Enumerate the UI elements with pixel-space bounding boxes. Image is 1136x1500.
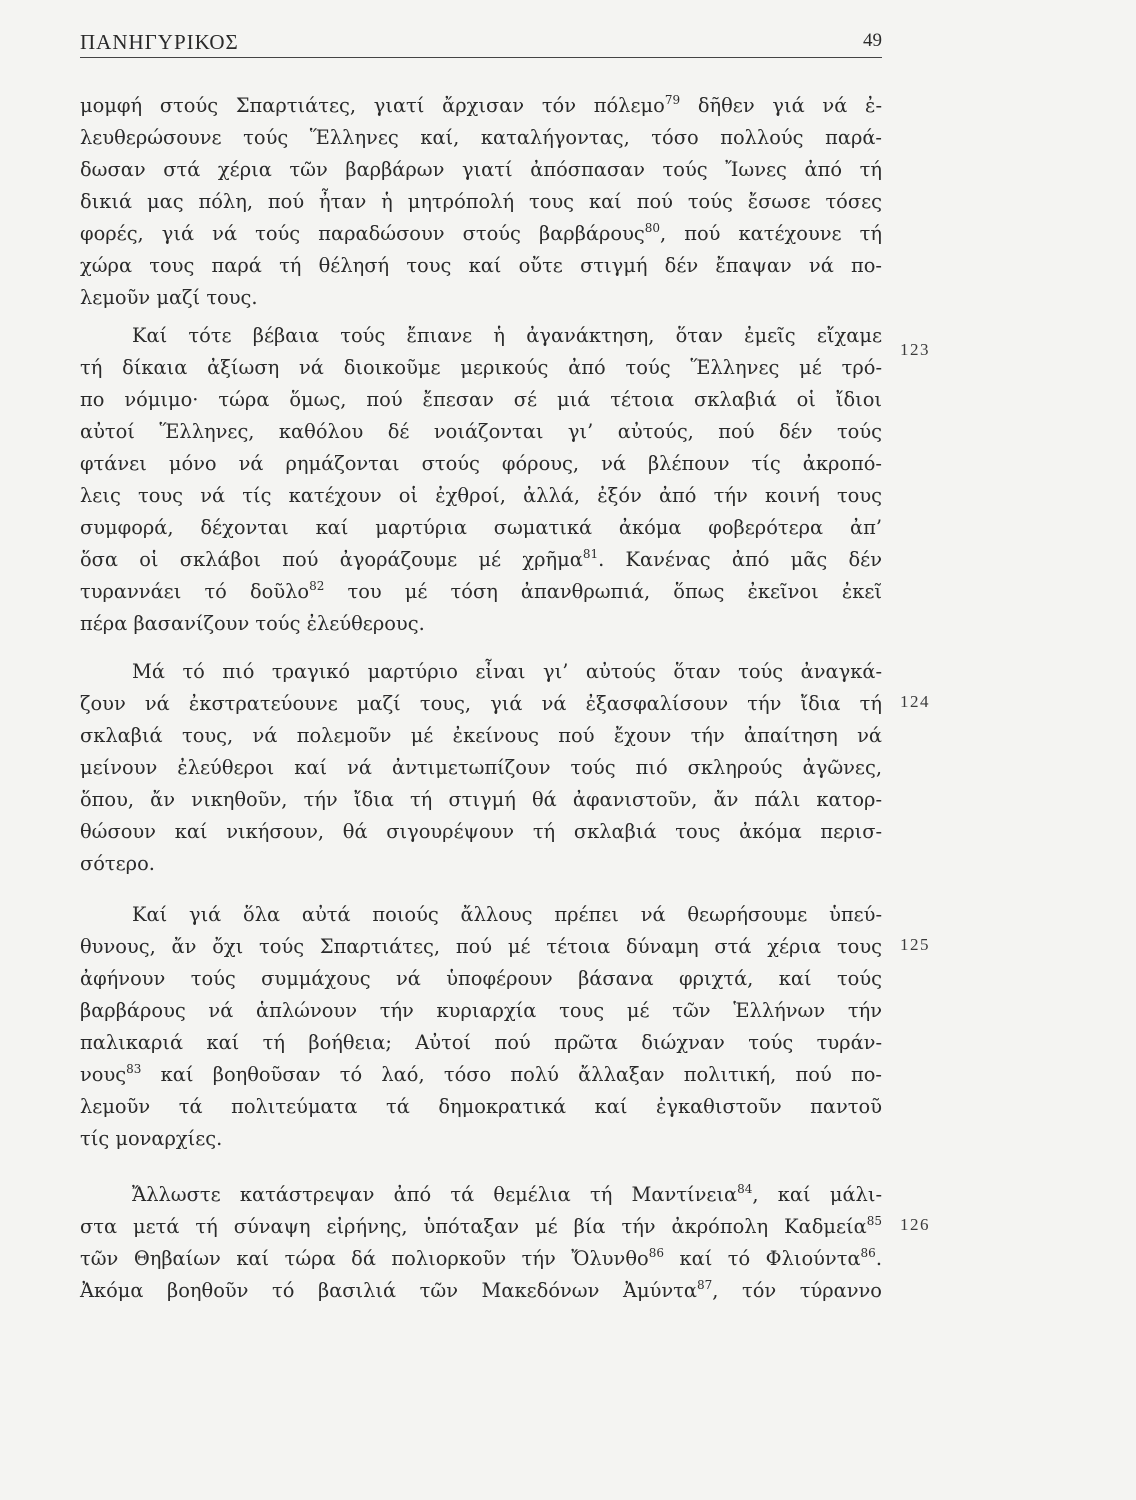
text-line bbox=[80, 963, 882, 995]
margin-section-number: 124 bbox=[900, 692, 930, 711]
line-text: δῆθεν γιά νά ἐ- bbox=[680, 94, 882, 117]
line-text: σκλαβιά τους, νά πολεμοῦν μέ ἐκείνους πού ἔχουν τήν ἀπαίτηση νά bbox=[80, 724, 882, 747]
text-line bbox=[80, 720, 882, 752]
line-text: λεμοῦν τά πολιτεύματα τά δημοκρατικά καί ἐγκαθιστοῦν παντοῦ bbox=[80, 1095, 882, 1118]
line-text: θώσουν καί νικήσουν, θά σιγουρέψουν τή σκλαβιά τους ἀκόμα περισ- bbox=[80, 820, 882, 843]
page-header bbox=[80, 26, 882, 58]
text-line bbox=[80, 1091, 882, 1123]
text-line bbox=[80, 352, 882, 384]
line-text: λευθερώσουνε τούς Ἕλληνες καί, καταλήγοντας, τόσο πολλούς παρά- bbox=[80, 126, 882, 149]
text-line bbox=[80, 250, 882, 282]
text-line bbox=[80, 384, 882, 416]
text-line bbox=[80, 154, 882, 186]
footnote-ref: 83 bbox=[126, 1062, 142, 1076]
line-text: τή δίκαια ἀξίωση νά διοικοῦμε μερικούς ἀπό τούς Ἕλληνες μέ τρό- bbox=[80, 356, 882, 379]
line-text: ζουν νά ἐκστρατεύουνε μαζί τους, γιά νά ἐξασφαλίσουν τήν ἴδια τή bbox=[80, 692, 882, 715]
text-line bbox=[80, 448, 882, 480]
running-title: ΠΑΝΗΓΥΡΙΚΟΣ bbox=[80, 30, 239, 54]
text-line bbox=[80, 1027, 882, 1059]
text-line bbox=[80, 218, 882, 250]
line-text: συμφορά, δέχονται καί μαρτύρια σωματικά ἀκόμα φοβερότερα ἀπ’ bbox=[80, 516, 882, 539]
text-line bbox=[80, 752, 882, 784]
line-text: ὅσα οἱ σκλάβοι πού ἀγοράζουμε μέ χρῆμα bbox=[80, 548, 583, 571]
footnote-ref: 84 bbox=[737, 1182, 753, 1196]
line-text: Ἄλλωστε κατάστρεψαν ἀπό τά θεμέλια τή Μαντίνεια bbox=[132, 1183, 738, 1206]
line-text: ὅπου, ἄν νικηθοῦν, τήν ἴδια τή στιγμή θά ἀφανιστοῦν, ἄν πάλι κατορ- bbox=[80, 788, 882, 811]
line-text: νους bbox=[80, 1063, 127, 1086]
text-line bbox=[80, 576, 882, 608]
margin-section-number: 125 bbox=[900, 935, 930, 954]
line-text: καί βοηθοῦσαν τό λαό, τόσο πολύ ἄλλαξαν πολιτική, πού πο- bbox=[141, 1063, 882, 1086]
line-text: καί τό Φλιούντα bbox=[663, 1247, 861, 1270]
line-text: του μέ τόση ἀπανθρωπιά, ὅπως ἐκεῖνοι ἐκεῖ bbox=[324, 580, 883, 603]
line-text: μείνουν ἐλεύθεροι καί νά ἀντιμετωπίζουν τούς πιό σκληρούς ἀγῶνες, bbox=[80, 756, 882, 779]
line-text: πέρα βασανίζουν τούς ἐλεύθερους. bbox=[80, 612, 425, 635]
line-text: θυνους, ἄν ὄχι τούς Σπαρτιάτες, πού μέ τέτοια δύναμη στά χέρια τους bbox=[80, 935, 882, 958]
footnote-ref: 86 bbox=[648, 1246, 664, 1260]
footnote-ref: 87 bbox=[696, 1278, 713, 1292]
margin-section-number: 123 bbox=[900, 340, 930, 359]
line-text: Μά τό πιό τραγικό μαρτύριο εἶναι γι’ αὐτούς ὅταν τούς ἀναγκά- bbox=[132, 660, 882, 683]
footnote-ref: 85 bbox=[866, 1214, 882, 1228]
text-line bbox=[132, 1179, 882, 1211]
line-text: παλικαριά καί τή βοήθεια; Αὐτοί πού πρῶτα διώχναν τούς τυράν- bbox=[80, 1031, 882, 1054]
text-line bbox=[80, 1211, 882, 1243]
text-line bbox=[80, 1059, 882, 1091]
footnote-ref: 80 bbox=[644, 221, 661, 235]
line-text: λεμοῦν μαζί τους. bbox=[80, 286, 258, 309]
page-number: 49 bbox=[863, 30, 882, 51]
line-text: τυραννάει τό δοῦλο bbox=[80, 580, 310, 603]
text-line bbox=[80, 480, 882, 512]
text-line bbox=[80, 816, 882, 848]
text-line bbox=[80, 1243, 882, 1275]
text-line bbox=[80, 416, 882, 448]
line-text: φτάνει μόνο νά ρημάζονται στούς φόρους, νά βλέπουν τίς ἀκροπό- bbox=[80, 452, 882, 475]
line-text: φορές, γιά νά τούς παραδώσουν στούς βαρβάρους bbox=[80, 222, 645, 245]
line-text: , καί μάλι- bbox=[752, 1183, 882, 1206]
line-text: στα μετά τή σύναψη εἰρήνης, ὑπόταξαν μέ βία τήν ἀκρόπολη Καδμεία bbox=[80, 1215, 867, 1238]
line-text: . bbox=[875, 1247, 882, 1270]
text-line bbox=[80, 608, 425, 640]
line-text: βαρβάρους νά ἁπλώνουν τήν κυριαρχία τους μέ τῶν Ἑλλήνων τήν bbox=[80, 999, 882, 1022]
text-line bbox=[132, 320, 882, 352]
text-line bbox=[80, 282, 258, 314]
footnote-ref: 82 bbox=[309, 579, 325, 593]
text-line bbox=[80, 1123, 222, 1155]
line-text: , τόν τύραννο bbox=[712, 1279, 882, 1302]
text-line bbox=[132, 656, 882, 688]
text-line bbox=[80, 784, 882, 816]
line-text: δικιά μας πόλη, πού ἦταν ἡ μητρόπολή τους καί πού τούς ἔσωσε τόσες bbox=[80, 190, 882, 213]
line-text: αὐτοί Ἕλληνες, καθόλου δέ νοιάζονται γι’ αὐτούς, πού δέν τούς bbox=[80, 420, 882, 443]
footnote-ref: 79 bbox=[664, 93, 681, 107]
line-text: χώρα τους παρά τή θέλησή τους καί οὔτε στιγμή δέν ἔπαψαν νά πο- bbox=[80, 254, 882, 277]
line-text: Καί τότε βέβαια τούς ἔπιανε ἡ ἀγανάκτηση, ὅταν ἐμεῖς εἴχαμε bbox=[132, 324, 882, 347]
text-line bbox=[80, 544, 882, 576]
footnote-ref: 86 bbox=[860, 1246, 876, 1260]
line-text: μομφή στούς Σπαρτιάτες, γιατί ἄρχισαν τόν πόλεμο bbox=[80, 94, 665, 117]
line-text: τίς μοναρχίες. bbox=[80, 1127, 223, 1150]
line-text: σότερο. bbox=[80, 852, 155, 875]
margin-section-number: 126 bbox=[900, 1215, 930, 1234]
header-rule bbox=[80, 57, 882, 58]
text-line bbox=[132, 899, 882, 931]
line-text: δωσαν στά χέρια τῶν βαρβάρων γιατί ἀπόσπασαν τούς Ἴωνες ἀπό τή bbox=[80, 158, 882, 181]
footnote-ref: 81 bbox=[582, 547, 599, 561]
line-text: . Κανένας ἀπό μᾶς δέν bbox=[598, 548, 882, 571]
line-text: , πού κατέχουνε τή bbox=[660, 222, 882, 245]
text-line bbox=[80, 848, 155, 880]
line-text: ἀφήνουν τούς συμμάχους νά ὑποφέρουν βάσανα φριχτά, καί τούς bbox=[80, 967, 882, 990]
line-text: Ἀκόμα βοηθοῦν τό βασιλιά τῶν Μακεδόνων Ἀμύντα bbox=[80, 1279, 697, 1302]
text-line bbox=[80, 122, 882, 154]
text-line bbox=[80, 512, 882, 544]
line-text: πο νόμιμο· τώρα ὅμως, πού ἔπεσαν σέ μιά τέτοια σκλαβιά οἱ ἴδιοι bbox=[80, 388, 882, 411]
line-text: τῶν Θηβαίων καί τώρα δά πολιορκοῦν τήν Ὄλυνθο bbox=[80, 1247, 649, 1270]
text-line bbox=[80, 995, 882, 1027]
line-text: Καί γιά ὅλα αὐτά ποιούς ἄλλους πρέπει νά θεωρήσουμε ὑπεύ- bbox=[132, 903, 882, 926]
text-line bbox=[80, 90, 882, 122]
text-line bbox=[80, 186, 882, 218]
line-text: λεις τους νά τίς κατέχουν οἱ ἐχθροί, ἀλλά, ἐξόν ἀπό τήν κοινή τους bbox=[80, 484, 882, 507]
text-line bbox=[80, 931, 882, 963]
text-line bbox=[80, 688, 882, 720]
text-line bbox=[80, 1275, 882, 1307]
